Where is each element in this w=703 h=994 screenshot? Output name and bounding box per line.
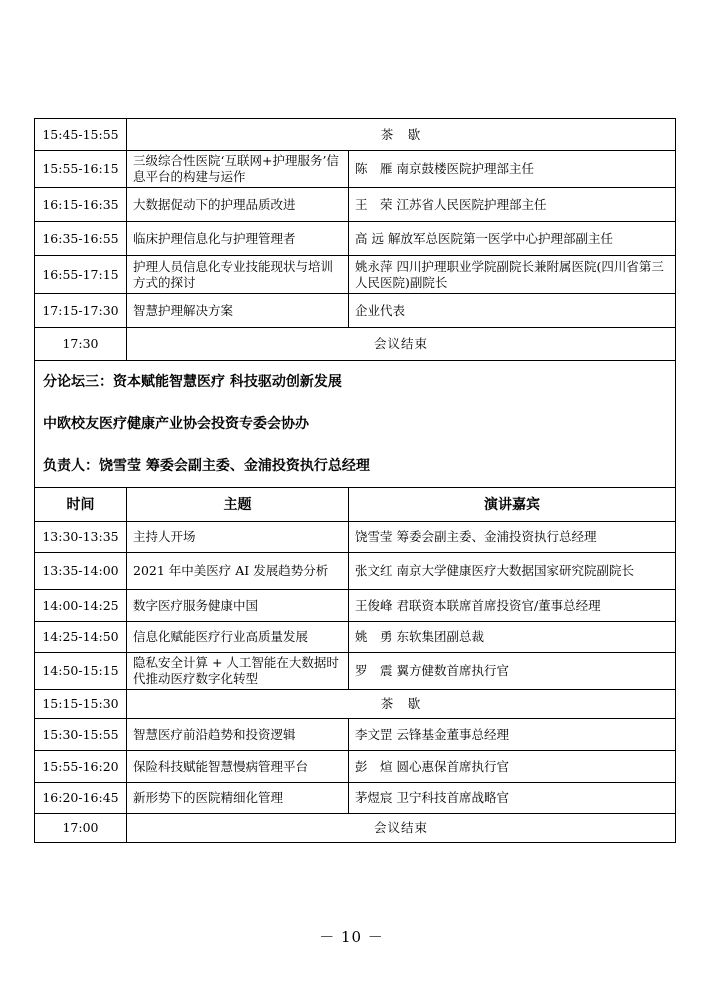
time-cell: 14:25-14:50 bbox=[35, 622, 127, 653]
speaker-cell: 姚 勇 东软集团副总裁 bbox=[349, 622, 676, 653]
speaker-cell: 张文红 南京大学健康医疗大数据国家研究院副院长 bbox=[349, 553, 676, 590]
agenda-row bbox=[35, 222, 676, 256]
agenda-row bbox=[35, 690, 676, 719]
topic-cell: 新形势下的医院精细化管理 bbox=[127, 783, 349, 814]
topic-cell: 大数据促动下的护理品质改进 bbox=[127, 188, 349, 222]
agenda-row bbox=[35, 622, 676, 653]
speaker-cell: 王俊峰 君联资本联席首席投资官/董事总经理 bbox=[349, 590, 676, 622]
time-cell: 16:20-16:45 bbox=[35, 783, 127, 814]
topic-cell: 智慧护理解决方案 bbox=[127, 294, 349, 328]
time-cell: 16:15-16:35 bbox=[35, 188, 127, 222]
time-cell: 16:35-16:55 bbox=[35, 222, 127, 256]
speaker-cell: 王 荣 江苏省人民医院护理部主任 bbox=[349, 188, 676, 222]
speaker-cell: 姚永萍 四川护理职业学院副院长兼附属医院(四川省第三人民医院)副院长 bbox=[349, 256, 676, 294]
time-cell: 17:00 bbox=[35, 814, 127, 843]
end-cell: 会议结束 bbox=[127, 328, 676, 361]
forum-chair: 负责人：饶雪莹 筹委会副主委、金浦投资执行总经理 bbox=[43, 458, 370, 474]
time-cell: 17:30 bbox=[35, 328, 127, 361]
speaker-cell: 罗 震 翼方健数首席执行官 bbox=[349, 653, 676, 690]
time-cell: 16:55-17:15 bbox=[35, 256, 127, 294]
agenda-row bbox=[35, 522, 676, 553]
agenda-row bbox=[35, 751, 676, 783]
time-cell: 17:15-17:30 bbox=[35, 294, 127, 328]
topic-cell: 保险科技赋能智慧慢病管理平台 bbox=[127, 751, 349, 783]
break-cell: 茶 歇 bbox=[127, 119, 676, 151]
forum-title: 分论坛三：资本赋能智慧医疗 科技驱动创新发展 bbox=[43, 374, 342, 390]
header-row bbox=[35, 488, 676, 522]
speaker-cell: 企业代表 bbox=[349, 294, 676, 328]
time-cell: 14:00-14:25 bbox=[35, 590, 127, 622]
agenda-row bbox=[35, 814, 676, 843]
topic-cell: 三级综合性医院‘互联网+护理服务’信息平台的构建与运作 bbox=[127, 151, 349, 188]
agenda-row bbox=[35, 783, 676, 814]
speaker-cell: 李文罡 云锋基金董事总经理 bbox=[349, 719, 676, 751]
time-cell: 15:55-16:20 bbox=[35, 751, 127, 783]
agenda-table bbox=[34, 118, 676, 843]
forum-info bbox=[35, 361, 676, 488]
speaker-cell: 陈 雁 南京鼓楼医院护理部主任 bbox=[349, 151, 676, 188]
time-cell: 13:30-13:35 bbox=[35, 522, 127, 553]
agenda-row bbox=[35, 719, 676, 751]
agenda-row bbox=[35, 653, 676, 690]
topic-cell: 主持人开场 bbox=[127, 522, 349, 553]
break-cell: 茶 歇 bbox=[127, 690, 676, 719]
time-cell: 13:35-14:00 bbox=[35, 553, 127, 590]
end-cell: 会议结束 bbox=[127, 814, 676, 843]
time-cell: 15:30-15:55 bbox=[35, 719, 127, 751]
agenda-row bbox=[35, 294, 676, 328]
time-cell: 15:55-16:15 bbox=[35, 151, 127, 188]
agenda-row bbox=[35, 553, 676, 590]
topic-cell: 智慧医疗前沿趋势和投资逻辑 bbox=[127, 719, 349, 751]
agenda-row bbox=[35, 151, 676, 188]
speaker-cell: 彭 煊 圆心惠保首席执行官 bbox=[349, 751, 676, 783]
header-time: 时间 bbox=[35, 488, 127, 522]
agenda-row bbox=[35, 119, 676, 151]
page-number: － 10 － bbox=[319, 928, 384, 946]
topic-cell: 隐私安全计算 + 人工智能在大数据时代推动医疗数字化转型 bbox=[127, 653, 349, 690]
forum-info-row bbox=[35, 361, 676, 488]
agenda-row bbox=[35, 590, 676, 622]
topic-cell: 临床护理信息化与护理管理者 bbox=[127, 222, 349, 256]
agenda-row bbox=[35, 256, 676, 294]
header-topic: 主题 bbox=[127, 488, 349, 522]
speaker-cell: 饶雪莹 筹委会副主委、金浦投资执行总经理 bbox=[349, 522, 676, 553]
time-cell: 15:45-15:55 bbox=[35, 119, 127, 151]
topic-cell: 护理人员信息化专业技能现状与培训方式的探讨 bbox=[127, 256, 349, 294]
speaker-cell: 高 远 解放军总医院第一医学中心护理部副主任 bbox=[349, 222, 676, 256]
header-speaker: 演讲嘉宾 bbox=[349, 488, 676, 522]
topic-cell: 信息化赋能医疗行业高质量发展 bbox=[127, 622, 349, 653]
topic-cell: 2021 年中美医疗 AI 发展趋势分析 bbox=[127, 553, 349, 590]
time-cell: 14:50-15:15 bbox=[35, 653, 127, 690]
time-cell: 15:15-15:30 bbox=[35, 690, 127, 719]
speaker-cell: 茅煜宸 卫宁科技首席战略官 bbox=[349, 783, 676, 814]
topic-cell: 数字医疗服务健康中国 bbox=[127, 590, 349, 622]
forum-organizer: 中欧校友医疗健康产业协会投资专委会协办 bbox=[43, 416, 309, 432]
agenda-row bbox=[35, 188, 676, 222]
agenda-row bbox=[35, 328, 676, 361]
